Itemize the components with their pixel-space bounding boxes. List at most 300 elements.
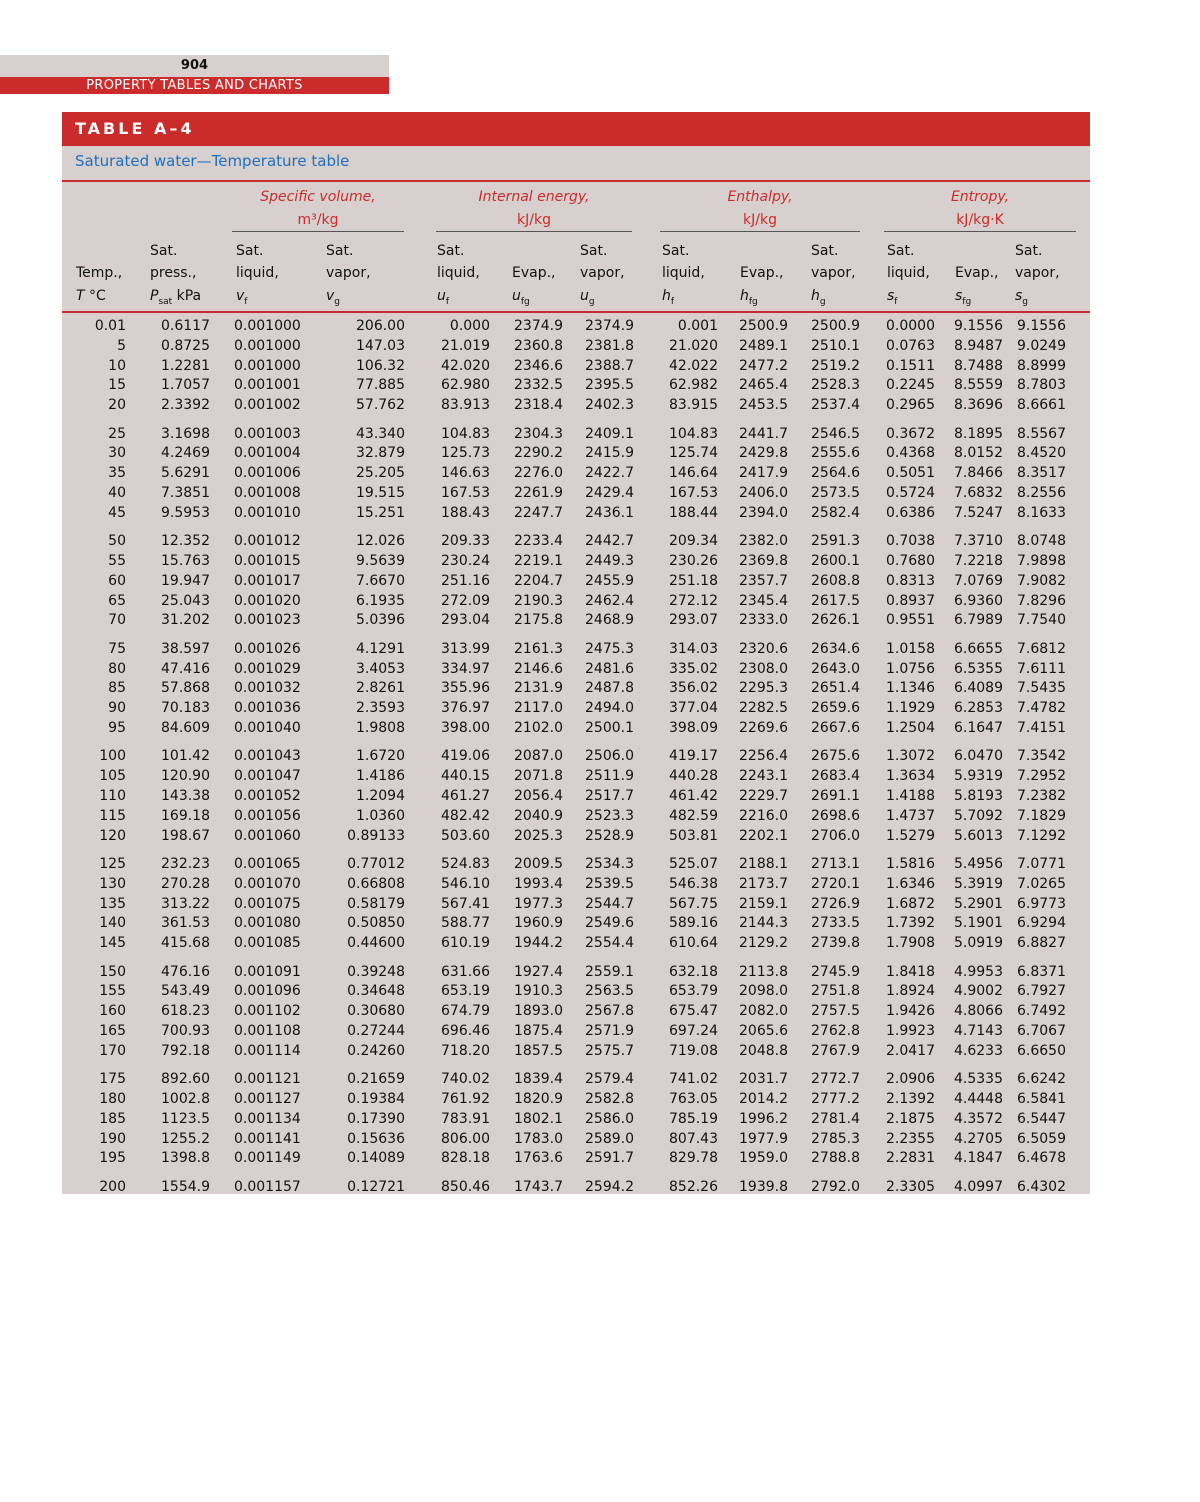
table-cell: 0.001121 xyxy=(234,1071,301,1088)
table-cell: 2159.1 xyxy=(739,895,788,912)
table-cell: 209.34 xyxy=(669,533,718,550)
table-cell: 19.515 xyxy=(356,485,405,501)
table-cell: 0.001015 xyxy=(234,553,301,569)
table-cell: 6.6650 xyxy=(1017,1042,1066,1059)
table-cell: 90 xyxy=(108,700,126,717)
table-cell: 1927.4 xyxy=(514,963,563,980)
symbol-subscript: f xyxy=(445,296,450,307)
table-cell: 0.001056 xyxy=(234,807,301,824)
table-cell: 829.78 xyxy=(669,1150,718,1167)
table-cell: 7.0265 xyxy=(1017,875,1066,892)
table-cell: 8.4520 xyxy=(1017,445,1066,462)
table-cell: 6.8371 xyxy=(1017,963,1066,980)
symbol: s xyxy=(955,288,963,304)
table-cell: 7.3851 xyxy=(161,485,210,501)
table-cell: 2190.3 xyxy=(514,592,563,609)
table-cell: 334.97 xyxy=(441,660,490,677)
table-cell: 2549.6 xyxy=(585,915,634,932)
table-cell: 2455.9 xyxy=(585,572,634,589)
table-cell: 2429.4 xyxy=(585,485,634,501)
table-cell: 20 xyxy=(108,397,126,414)
table-cell: 1.6346 xyxy=(886,875,935,892)
table-cell: 6.4678 xyxy=(1017,1150,1066,1167)
unit: kPa xyxy=(172,288,202,304)
table-cell: 2683.4 xyxy=(811,768,860,785)
table-cell: 188.44 xyxy=(669,504,718,521)
table-cell: 1839.4 xyxy=(514,1071,563,1088)
table-cell: 2345.4 xyxy=(739,592,788,609)
table-cell: 2494.0 xyxy=(585,700,634,717)
table-cell: 828.18 xyxy=(441,1150,490,1167)
table-cell: 0.21659 xyxy=(347,1071,405,1088)
table-cell: 2594.2 xyxy=(585,1178,634,1195)
table-cell: 2290.2 xyxy=(514,445,563,462)
table-cell: 482.42 xyxy=(441,807,490,824)
table-cell: 47.416 xyxy=(161,660,210,677)
table-cell: 140 xyxy=(99,915,126,932)
table-cell: 2031.7 xyxy=(739,1071,788,1088)
table-cell: 5.6291 xyxy=(161,465,210,482)
table-cell: 2589.0 xyxy=(585,1130,634,1147)
table-cell: 1002.8 xyxy=(161,1091,210,1107)
table-cell: 631.66 xyxy=(441,963,490,980)
table-cell: 2751.8 xyxy=(811,983,860,1000)
table-cell: 1.9923 xyxy=(886,1023,935,1039)
table-cell: 2304.3 xyxy=(514,425,563,442)
table-cell: 167.53 xyxy=(441,485,490,501)
table-cell: 7.6111 xyxy=(1017,660,1066,677)
table-cell: 313.22 xyxy=(161,895,210,912)
table-cell: 2144.3 xyxy=(739,915,788,932)
table-cell: 0.001085 xyxy=(234,935,301,952)
table-cell: 21.019 xyxy=(441,337,490,354)
table-cell: 6.1647 xyxy=(954,720,1003,736)
symbol: s xyxy=(887,288,895,304)
table-cell: 0.001157 xyxy=(234,1178,301,1195)
table-cell: 785.19 xyxy=(669,1110,718,1127)
table-cell: 2785.3 xyxy=(811,1130,860,1147)
table-cell: 2500.1 xyxy=(585,720,634,736)
table-cell: 1802.1 xyxy=(514,1110,563,1127)
table-cell: 2575.7 xyxy=(585,1042,634,1059)
table-cell: 1.7908 xyxy=(886,935,935,952)
table-cell: 892.60 xyxy=(161,1071,210,1088)
table-cell: 7.7540 xyxy=(1017,612,1066,629)
table-cell: 2087.0 xyxy=(514,748,563,765)
table-cell: 293.07 xyxy=(669,612,718,629)
table-cell: 0.001114 xyxy=(234,1042,301,1059)
table-title-bar xyxy=(62,112,1090,146)
table-cell: 2161.3 xyxy=(514,640,563,657)
table-cell: 1743.7 xyxy=(514,1178,563,1195)
table-cell: 4.0997 xyxy=(954,1178,1003,1195)
table-cell: 0.89133 xyxy=(347,827,405,844)
table-cell: 0.6117 xyxy=(161,318,210,334)
table-cell: 524.83 xyxy=(441,856,490,872)
table-cell: 147.03 xyxy=(356,337,405,354)
table-cell: 2406.0 xyxy=(739,485,788,501)
table-cell: 40 xyxy=(108,485,126,501)
table-cell: 6.5841 xyxy=(1017,1091,1066,1107)
table-cell: 2564.6 xyxy=(811,465,860,482)
table-cell: 2643.0 xyxy=(811,660,860,677)
table-cell: 7.2218 xyxy=(954,553,1003,569)
table-cell: 7.9898 xyxy=(1017,553,1066,569)
column-header-symbol xyxy=(76,285,106,307)
table-cell: 4.2469 xyxy=(161,445,210,462)
column-header-line1: Sat. xyxy=(580,243,608,259)
column-header-line2: press., xyxy=(150,265,197,281)
table-cell: 2582.4 xyxy=(811,504,860,521)
table-cell: 2571.9 xyxy=(585,1023,634,1039)
table-cell: 719.08 xyxy=(669,1042,718,1059)
table-cell: 4.7143 xyxy=(954,1023,1003,1039)
table-cell: 2519.2 xyxy=(811,357,860,374)
table-cell: 8.6661 xyxy=(1017,397,1066,414)
table-cell: 2360.8 xyxy=(514,337,563,354)
table-id: TABLE A–4 xyxy=(75,119,195,138)
table-cell: 95 xyxy=(108,720,126,736)
table-cell: 2374.9 xyxy=(514,318,563,334)
table-cell: 2320.6 xyxy=(739,640,788,657)
table-cell: 115 xyxy=(99,807,126,824)
table-cell: 503.60 xyxy=(441,827,490,844)
table-cell: 5.6013 xyxy=(954,827,1003,844)
table-cell: 697.24 xyxy=(669,1023,718,1039)
table-cell: 2781.4 xyxy=(811,1110,860,1127)
table-cell: 415.68 xyxy=(161,935,210,952)
table-cell: 2082.0 xyxy=(739,1003,788,1020)
table-cell: 2261.9 xyxy=(514,485,563,501)
table-cell: 0.000 xyxy=(449,318,490,334)
table-cell: 7.0769 xyxy=(954,572,1003,589)
table-cell: 0.001070 xyxy=(234,875,301,892)
table-cell: 398.00 xyxy=(441,720,490,736)
table-cell: 0.001000 xyxy=(234,337,301,354)
table-cell: 83.913 xyxy=(441,397,490,414)
table-cell: 0.2965 xyxy=(886,397,935,414)
symbol: T xyxy=(76,288,85,304)
table-cell: 2537.4 xyxy=(811,397,860,414)
table-cell: 0.12721 xyxy=(347,1178,405,1195)
table-cell: 12.026 xyxy=(356,533,405,550)
table-cell: 696.46 xyxy=(441,1023,490,1039)
symbol: u xyxy=(512,288,521,304)
table-cell: 2477.2 xyxy=(739,357,788,374)
table-cell: 2788.8 xyxy=(811,1150,860,1167)
symbol: h xyxy=(811,288,820,304)
table-cell: 8.9487 xyxy=(954,337,1003,354)
table-cell: 125.74 xyxy=(669,445,718,462)
table-cell: 19.947 xyxy=(161,572,210,589)
table-cell: 2500.9 xyxy=(739,318,788,334)
symbol: v xyxy=(236,288,245,304)
symbol-subscript: fg xyxy=(520,296,530,307)
table-cell: 35 xyxy=(108,465,126,482)
group-unit: m³/kg xyxy=(297,212,339,228)
table-cell: 2757.5 xyxy=(811,1003,860,1020)
table-caption: Saturated water—Temperature table xyxy=(75,152,350,170)
table-cell: 2579.4 xyxy=(585,1071,634,1088)
table-cell: 7.8296 xyxy=(1017,592,1066,609)
table-cell: 5.3919 xyxy=(954,875,1003,892)
table-cell: 0.4368 xyxy=(886,445,935,462)
table-cell: 2573.5 xyxy=(811,485,860,501)
table-cell: 4.9002 xyxy=(954,983,1003,1000)
table-cell: 356.02 xyxy=(669,680,718,697)
column-header-line1: Sat. xyxy=(887,243,915,259)
table-cell: 3.4053 xyxy=(356,660,405,677)
table-cell: 57.868 xyxy=(161,680,210,697)
table-cell: 4.9953 xyxy=(954,963,1003,980)
table-cell: 6.6242 xyxy=(1017,1071,1066,1088)
table-cell: 0.001102 xyxy=(234,1003,301,1020)
table-cell: 0.44600 xyxy=(347,935,405,952)
table-cell: 1.0756 xyxy=(886,660,935,677)
table-cell: 104.83 xyxy=(441,425,490,442)
table-cell: 7.5247 xyxy=(954,504,1003,521)
symbol-subscript: g xyxy=(819,296,826,307)
table-cell: 0.001000 xyxy=(234,357,301,374)
table-cell: 2534.3 xyxy=(585,856,634,872)
table-cell: 1.8924 xyxy=(886,983,935,1000)
table-cell: 251.16 xyxy=(441,572,490,589)
table-cell: 783.91 xyxy=(441,1110,490,1127)
table-cell: 0.19384 xyxy=(347,1091,405,1107)
table-cell: 2374.9 xyxy=(585,318,634,334)
table-cell: 100 xyxy=(99,748,126,765)
table-cell: 2409.1 xyxy=(585,425,634,442)
table-cell: 2706.0 xyxy=(811,827,860,844)
table-cell: 2762.8 xyxy=(811,1023,860,1039)
table-cell: 2442.7 xyxy=(585,533,634,550)
table-cell: 10 xyxy=(108,357,126,374)
table-cell: 2422.7 xyxy=(585,465,634,482)
table-cell: 0.001043 xyxy=(234,748,301,765)
column-header-line1: Sat. xyxy=(326,243,354,259)
table-cell: 763.05 xyxy=(669,1091,718,1107)
table-cell: 7.4151 xyxy=(1017,720,1066,736)
table-cell: 0.001127 xyxy=(234,1091,301,1107)
table-cell: 0.8937 xyxy=(886,592,935,609)
table-cell: 807.43 xyxy=(669,1130,718,1147)
table-cell: 2539.5 xyxy=(585,875,634,892)
table-cell: 8.3517 xyxy=(1017,465,1066,482)
table-cell: 2.0417 xyxy=(886,1042,935,1059)
table-cell: 0.0763 xyxy=(886,337,935,354)
table-cell: 0.34648 xyxy=(347,983,405,1000)
table-cell: 1893.0 xyxy=(514,1003,563,1020)
table-cell: 0.39248 xyxy=(347,963,405,980)
table-cell: 6.4089 xyxy=(954,680,1003,697)
table-cell: 4.2705 xyxy=(954,1130,1003,1147)
table-cell: 376.97 xyxy=(441,700,490,717)
table-cell: 4.1847 xyxy=(954,1150,1003,1167)
table-cell: 160 xyxy=(99,1003,126,1020)
column-header-symbol xyxy=(512,285,530,313)
table-cell: 83.915 xyxy=(669,397,718,414)
table-cell: 5.9319 xyxy=(954,768,1003,785)
table-cell: 7.9082 xyxy=(1017,572,1066,589)
table-cell: 0.001017 xyxy=(234,572,301,589)
table-cell: 2229.7 xyxy=(739,788,788,804)
table-cell: 1.4188 xyxy=(886,788,935,804)
table-cell: 740.02 xyxy=(441,1071,490,1088)
symbol-subscript: fg xyxy=(748,296,758,307)
table-cell: 169.18 xyxy=(161,807,210,824)
table-cell: 2113.8 xyxy=(739,963,788,980)
table-cell: 150 xyxy=(99,963,126,980)
table-cell: 6.5355 xyxy=(954,660,1003,677)
table-cell: 272.09 xyxy=(441,592,490,609)
table-cell: 543.49 xyxy=(161,983,210,1000)
column-header-line1: Sat. xyxy=(662,243,690,259)
table-cell: 0.001012 xyxy=(234,533,301,550)
table-cell: 2357.7 xyxy=(739,572,788,589)
table-cell: 2726.9 xyxy=(811,895,860,912)
table-cell: 0.5051 xyxy=(886,465,935,482)
table-cell: 2388.7 xyxy=(585,357,634,374)
table-cell: 2739.8 xyxy=(811,935,860,952)
table-cell: 2713.1 xyxy=(811,856,860,872)
table-cell: 2436.1 xyxy=(585,504,634,521)
table-cell: 2.2831 xyxy=(886,1150,935,1167)
table-cell: 2449.3 xyxy=(585,553,634,569)
table-cell: 125 xyxy=(99,856,126,872)
table-cell: 0.77012 xyxy=(347,856,405,872)
table-cell: 0.001002 xyxy=(234,397,301,414)
table-cell: 1255.2 xyxy=(161,1130,210,1147)
table-cell: 2555.6 xyxy=(811,445,860,462)
table-cell: 2481.6 xyxy=(585,660,634,677)
table-cell: 105 xyxy=(99,768,126,785)
table-cell: 419.06 xyxy=(441,748,490,765)
table-cell: 0.001091 xyxy=(234,963,301,980)
table-cell: 2014.2 xyxy=(739,1091,788,1107)
table-cell: 2.3392 xyxy=(161,397,210,414)
table-cell: 43.340 xyxy=(356,425,405,442)
table-cell: 0.8725 xyxy=(161,337,210,354)
column-header-line2: Temp., xyxy=(76,265,123,281)
table-cell: 15 xyxy=(108,377,126,394)
table-cell: 0.001032 xyxy=(234,680,301,697)
table-cell: 6.5059 xyxy=(1017,1130,1066,1147)
table-cell: 1.3072 xyxy=(886,748,935,765)
column-header-line2: Evap., xyxy=(955,265,999,281)
table-cell: 1.1346 xyxy=(886,680,935,697)
table-cell: 2.1392 xyxy=(886,1091,935,1107)
table-cell: 0.001004 xyxy=(234,445,301,462)
table-cell: 2.1875 xyxy=(886,1110,935,1127)
table-cell: 1.4737 xyxy=(886,807,935,824)
group-header-internal-energy xyxy=(436,186,632,232)
symbol-subscript: sat xyxy=(158,296,173,307)
group-unit: kJ/kg xyxy=(517,212,551,228)
table-cell: 588.77 xyxy=(441,915,490,932)
table-cell: 0.6386 xyxy=(886,504,935,521)
table-cell: 618.23 xyxy=(161,1003,210,1020)
table-cell: 7.1292 xyxy=(1017,827,1066,844)
table-cell: 2395.5 xyxy=(585,377,634,394)
table-cell: 461.42 xyxy=(669,788,718,804)
group-underline xyxy=(884,231,1076,232)
table-cell: 5.0396 xyxy=(356,612,405,629)
table-cell: 2173.7 xyxy=(739,875,788,892)
table-cell: 2295.3 xyxy=(739,680,788,697)
table-cell: 70 xyxy=(108,612,126,629)
table-cell: 2528.9 xyxy=(585,827,634,844)
table-cell: 25.043 xyxy=(161,592,210,609)
table-cell: 8.1633 xyxy=(1017,504,1066,521)
table-cell: 440.28 xyxy=(669,768,718,785)
table-cell: 0.001010 xyxy=(234,504,301,521)
table-cell: 0.001134 xyxy=(234,1110,301,1127)
column-header-symbol xyxy=(580,285,595,313)
table-cell: 2219.1 xyxy=(514,553,563,569)
table-cell: 4.5335 xyxy=(954,1071,1003,1088)
table-cell: 1820.9 xyxy=(514,1091,563,1107)
table-cell: 1.3634 xyxy=(886,768,935,785)
column-header-symbol xyxy=(887,285,897,313)
table-cell: 80 xyxy=(108,660,126,677)
table-cell: 0.9551 xyxy=(886,612,935,629)
column-header-symbol xyxy=(1015,285,1028,313)
table-cell: 2.3305 xyxy=(886,1178,935,1195)
table-cell: 146.63 xyxy=(441,465,490,482)
column-header-line2: vapor, xyxy=(580,265,625,281)
table-cell: 1.5816 xyxy=(886,856,935,872)
table-cell: 1944.2 xyxy=(514,935,563,952)
table-cell: 5.0919 xyxy=(954,935,1003,952)
table-cell: 2071.8 xyxy=(514,768,563,785)
table-cell: 8.1895 xyxy=(954,425,1003,442)
table-cell: 7.0771 xyxy=(1017,856,1066,872)
table-cell: 6.7492 xyxy=(1017,1003,1066,1020)
table-cell: 2563.5 xyxy=(585,983,634,1000)
table-cell: 0.15636 xyxy=(347,1130,405,1147)
table-cell: 806.00 xyxy=(441,1130,490,1147)
table-cell: 1.6872 xyxy=(886,895,935,912)
table-cell: 0.001075 xyxy=(234,895,301,912)
table-cell: 21.020 xyxy=(669,337,718,354)
table-cell: 2276.0 xyxy=(514,465,563,482)
table-cell: 5.2901 xyxy=(954,895,1003,912)
table-cell: 2559.1 xyxy=(585,963,634,980)
table-cell: 230.24 xyxy=(441,553,490,569)
table-cell: 120.90 xyxy=(161,768,210,785)
table-cell: 5.7092 xyxy=(954,807,1003,824)
table-cell: 850.46 xyxy=(441,1178,490,1195)
table-cell: 6.6655 xyxy=(954,640,1003,657)
table-cell: 2318.4 xyxy=(514,397,563,414)
table-cell: 1939.8 xyxy=(739,1178,788,1195)
table-cell: 4.8066 xyxy=(954,1003,1003,1020)
table-cell: 567.41 xyxy=(441,895,490,912)
table-cell: 2453.5 xyxy=(739,397,788,414)
table-cell: 2468.9 xyxy=(585,612,634,629)
table-cell: 232.23 xyxy=(161,856,210,872)
table-cell: 1.9808 xyxy=(356,720,405,736)
table-cell: 546.38 xyxy=(669,875,718,892)
table-cell: 6.7927 xyxy=(1017,983,1066,1000)
table-cell: 251.18 xyxy=(669,572,718,589)
table-cell: 1959.0 xyxy=(739,1150,788,1167)
table-cell: 7.3710 xyxy=(954,533,1003,550)
column-header-symbol xyxy=(955,285,971,313)
table-cell: 2506.0 xyxy=(585,748,634,765)
table-cell: 32.879 xyxy=(356,445,405,462)
group-header-specific-volume xyxy=(232,186,404,232)
